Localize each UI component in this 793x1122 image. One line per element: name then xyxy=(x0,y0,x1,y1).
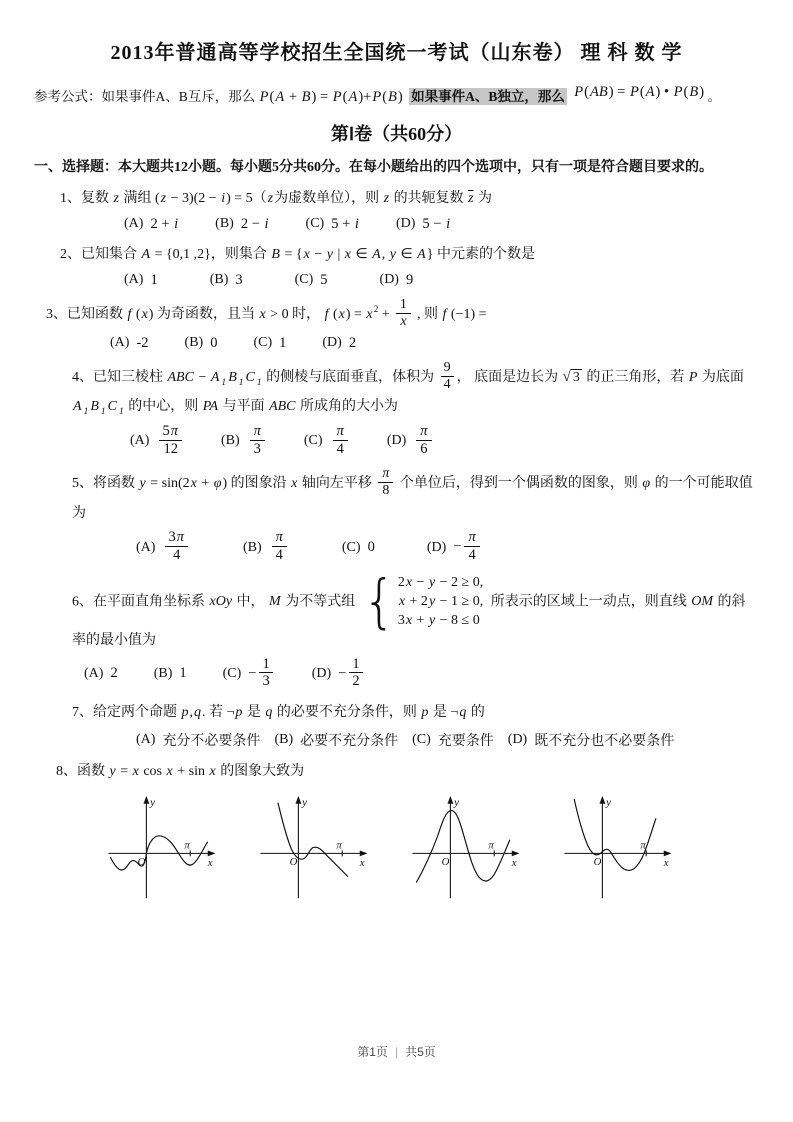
option-value: − $\frac{1}{2}$ xyxy=(338,657,365,691)
question-5-stem: 5、将函数 y = sin(2x + φ) 的图象沿 x 轴向左平移 $\frac{\pi}{8}$ 个单位后，得到一个偶函数的图象，则 φ 的一个可能取值为 xyxy=(72,466,753,521)
option-value: 充分不必要条件 xyxy=(162,734,261,749)
option-value: $\frac{\pi}{4}$ xyxy=(330,424,351,458)
question-3-stem: 3、已知函数 f (x) 为奇函数，且当 x > 0 时， f $(x) = x^2$ + $\frac{1}{x}$ , 则 f (−1) = xyxy=(46,296,487,329)
option-a xyxy=(136,730,260,750)
option-label: (D) xyxy=(311,665,332,681)
q8-graph-d xyxy=(558,793,676,905)
option-label: (D) xyxy=(507,732,528,747)
option-label: (C) xyxy=(303,433,323,449)
question-6-options xyxy=(84,657,759,691)
option-label: (C) xyxy=(253,335,273,351)
page-title: 2013年普通高等学校招生全国统一考试（山东卷） 理 科 数 学 xyxy=(110,42,683,64)
question-7-options xyxy=(136,730,759,750)
option-value: 1 xyxy=(179,665,187,682)
option-label: (C) xyxy=(341,539,361,555)
option-label: (A) xyxy=(110,335,130,351)
y-axis-label: y xyxy=(606,796,612,809)
question-5-options xyxy=(136,530,759,564)
question-7-stem: 7、给定两个命题 p,q. 若 ¬p 是 q 的必要不充分条件，则 p 是 ¬q 的 xyxy=(72,705,485,721)
x-axis-label: x xyxy=(663,856,669,869)
reference-formula-1: P(A + B) = P(A)+P(B) xyxy=(259,89,403,105)
option-label: (A) xyxy=(136,539,156,555)
option-label: (C) xyxy=(294,272,314,288)
option-value: $\frac{3\pi}{4}$ xyxy=(162,530,191,564)
question-1 xyxy=(60,186,759,233)
option-c xyxy=(412,730,494,750)
option-b xyxy=(274,730,398,750)
question-6 xyxy=(72,568,759,691)
option-label: (A) xyxy=(124,272,144,288)
option-value: 0 xyxy=(367,539,375,556)
option-value: − $\frac{1}{3}$ xyxy=(248,657,275,691)
q8-graph-b xyxy=(254,793,372,905)
option-b xyxy=(154,665,187,682)
option-value: 9 xyxy=(405,271,414,288)
reference-formula-2: P(AB) = P(A) • P(B) xyxy=(574,84,705,100)
curve-c xyxy=(416,810,509,882)
reference-prefix: 参考公式：如果事件A、B互斥，那么 xyxy=(34,89,256,104)
option-value: 5 + i xyxy=(331,215,359,232)
option-label: (B) xyxy=(215,216,234,232)
option-value: 2 xyxy=(110,665,118,682)
y-axis-label: y xyxy=(150,796,156,809)
question-2-options xyxy=(124,272,759,289)
option-c xyxy=(253,335,286,352)
option-b xyxy=(243,530,290,564)
question-8 xyxy=(56,759,759,905)
option-value: 5 xyxy=(320,271,328,288)
q8-graph-a xyxy=(102,793,220,905)
option-value: 5 − i xyxy=(422,215,451,232)
option-a xyxy=(124,272,158,289)
option-a xyxy=(130,424,185,458)
option-value: 1 xyxy=(150,271,158,288)
option-label: (D) xyxy=(322,335,342,351)
page-footer xyxy=(0,1043,793,1060)
option-label: (D) xyxy=(426,539,447,555)
question-3 xyxy=(46,298,759,352)
option-value: − $\frac{\pi}{4}$ xyxy=(453,530,482,564)
option-label: (B) xyxy=(184,335,204,351)
y-axis-label: y xyxy=(302,796,308,809)
footer-total-pages: 共5页 xyxy=(405,1045,436,1059)
reference-suffix: 。 xyxy=(707,89,721,104)
x-axis-label: x xyxy=(359,856,365,869)
question-6-stem: 6、在平面直角坐标系 xOy 中， M 为不等式组 { 2x − y − 2 ≥ 0, x + 2y − 1 ≥ 0, 3x + y − 8 ≤ 0 所表示的区域上一动点，则直线 OM 的斜率的最小值为 xyxy=(72,568,746,649)
option-b xyxy=(185,335,218,352)
question-3-options xyxy=(110,335,759,352)
option-label: (A) xyxy=(124,216,144,232)
option-d xyxy=(396,216,451,233)
option-d xyxy=(380,272,414,289)
option-c xyxy=(342,539,375,556)
question-7 xyxy=(72,700,759,750)
option-b xyxy=(210,272,243,289)
reference-formulas xyxy=(34,85,759,106)
question-1-options xyxy=(124,216,759,233)
x-axis-label: x xyxy=(511,856,517,869)
option-label: (B) xyxy=(209,272,229,288)
question-2 xyxy=(60,242,759,289)
option-b xyxy=(221,424,268,458)
option-value: 充要条件 xyxy=(437,734,494,749)
q8-graph-c xyxy=(406,793,524,905)
curve-d xyxy=(574,796,656,871)
reference-highlight: 如果事件A、B独立，那么 xyxy=(411,89,565,104)
footer-page-number: 第1页 xyxy=(357,1045,388,1059)
option-b xyxy=(215,216,269,233)
option-label: (C) xyxy=(412,732,431,747)
section-instruction: 一、选择题：本大题共12小题。每小题5分共60分。在每小题给出的四个选项中，只有一项是符合题目要求的。 xyxy=(34,160,713,175)
option-label: (D) xyxy=(386,433,407,449)
pi-label: π xyxy=(336,839,342,852)
option-label: (A) xyxy=(136,732,156,747)
option-value: $\frac{\pi}{4}$ xyxy=(269,530,290,564)
question-1-stem: 1、复数 z 满组 (z − 3)(2 − i) = 5（z为虚数单位），则 z 的共轭复数 $\overline{z}$ 为 xyxy=(60,191,493,206)
option-label: (A) xyxy=(84,665,104,681)
option-label: (B) xyxy=(220,433,240,449)
option-label: (D) xyxy=(379,272,399,288)
x-axis-label: x xyxy=(207,856,213,869)
origin-label: O xyxy=(593,855,602,868)
option-value: 1 xyxy=(279,334,287,351)
option-value: 0 xyxy=(210,334,218,351)
option-c xyxy=(306,216,360,233)
option-value: -2 xyxy=(136,334,149,351)
pi-label: π xyxy=(184,839,190,852)
question-5 xyxy=(72,467,759,564)
origin-label: O xyxy=(137,855,146,868)
option-value: 2 xyxy=(348,334,357,351)
option-label: (B) xyxy=(242,539,262,555)
y-axis-label: y xyxy=(454,796,460,809)
option-value: $\frac{\pi}{3}$ xyxy=(247,424,268,458)
option-d xyxy=(312,657,366,691)
option-label: (B) xyxy=(153,665,173,681)
option-label: (D) xyxy=(395,216,416,232)
option-d xyxy=(322,335,356,352)
option-value: 既不充分也不必要条件 xyxy=(534,734,675,749)
pi-label: π xyxy=(640,839,646,852)
option-label: (A) xyxy=(130,433,150,449)
pi-label: π xyxy=(488,839,494,852)
question-2-stem: 2、已知集合 A = {0,1 ,2}，则集合 B = {x − y | x ∈ A, y ∈ A} 中元素的个数是 xyxy=(60,246,535,262)
option-value: 2 + i xyxy=(150,215,179,232)
option-value: $\frac{5\pi}{12}$ xyxy=(156,424,185,458)
option-c xyxy=(304,424,351,458)
question-8-stem: 8、函数 y = x cos x + sin x 的图象大致为 xyxy=(56,764,305,779)
question-4 xyxy=(72,361,759,458)
option-value: 2 − i xyxy=(240,215,269,232)
origin-label: O xyxy=(441,855,450,868)
option-a xyxy=(136,530,191,564)
option-a xyxy=(124,216,179,233)
option-d xyxy=(508,730,674,750)
section-title: 第Ⅰ卷（共60分） xyxy=(330,124,463,144)
option-c xyxy=(223,657,276,691)
origin-label: O xyxy=(289,855,298,868)
option-label: (C) xyxy=(222,665,242,681)
question-4-options xyxy=(130,424,759,458)
question-4-stem: 4、已知三棱柱 ABC − A $_1$ B $_1$ C $_1$ 的侧棱与底面垂直，体积为 $\frac{9}{4}$ ， 底面是边长为 √ 3 的正三角形，若 P 为底面 A $_1$ B $_1$ C $_1$ 的中心，则 PA 与平面 ABC 所成角的大小为 xyxy=(72,359,744,417)
option-value: $\frac{\pi}{6}$ xyxy=(413,424,434,458)
option-label: (C) xyxy=(305,216,325,232)
option-d xyxy=(427,530,483,564)
option-d xyxy=(387,424,435,458)
option-a xyxy=(84,665,118,682)
option-value: 3 xyxy=(235,271,243,288)
option-a xyxy=(110,335,149,352)
footer-separator: | xyxy=(394,1045,399,1059)
question-8-graphs xyxy=(102,793,759,905)
option-label: (B) xyxy=(274,732,294,747)
option-c xyxy=(295,272,328,289)
option-value: 必要不充分条件 xyxy=(300,734,399,749)
